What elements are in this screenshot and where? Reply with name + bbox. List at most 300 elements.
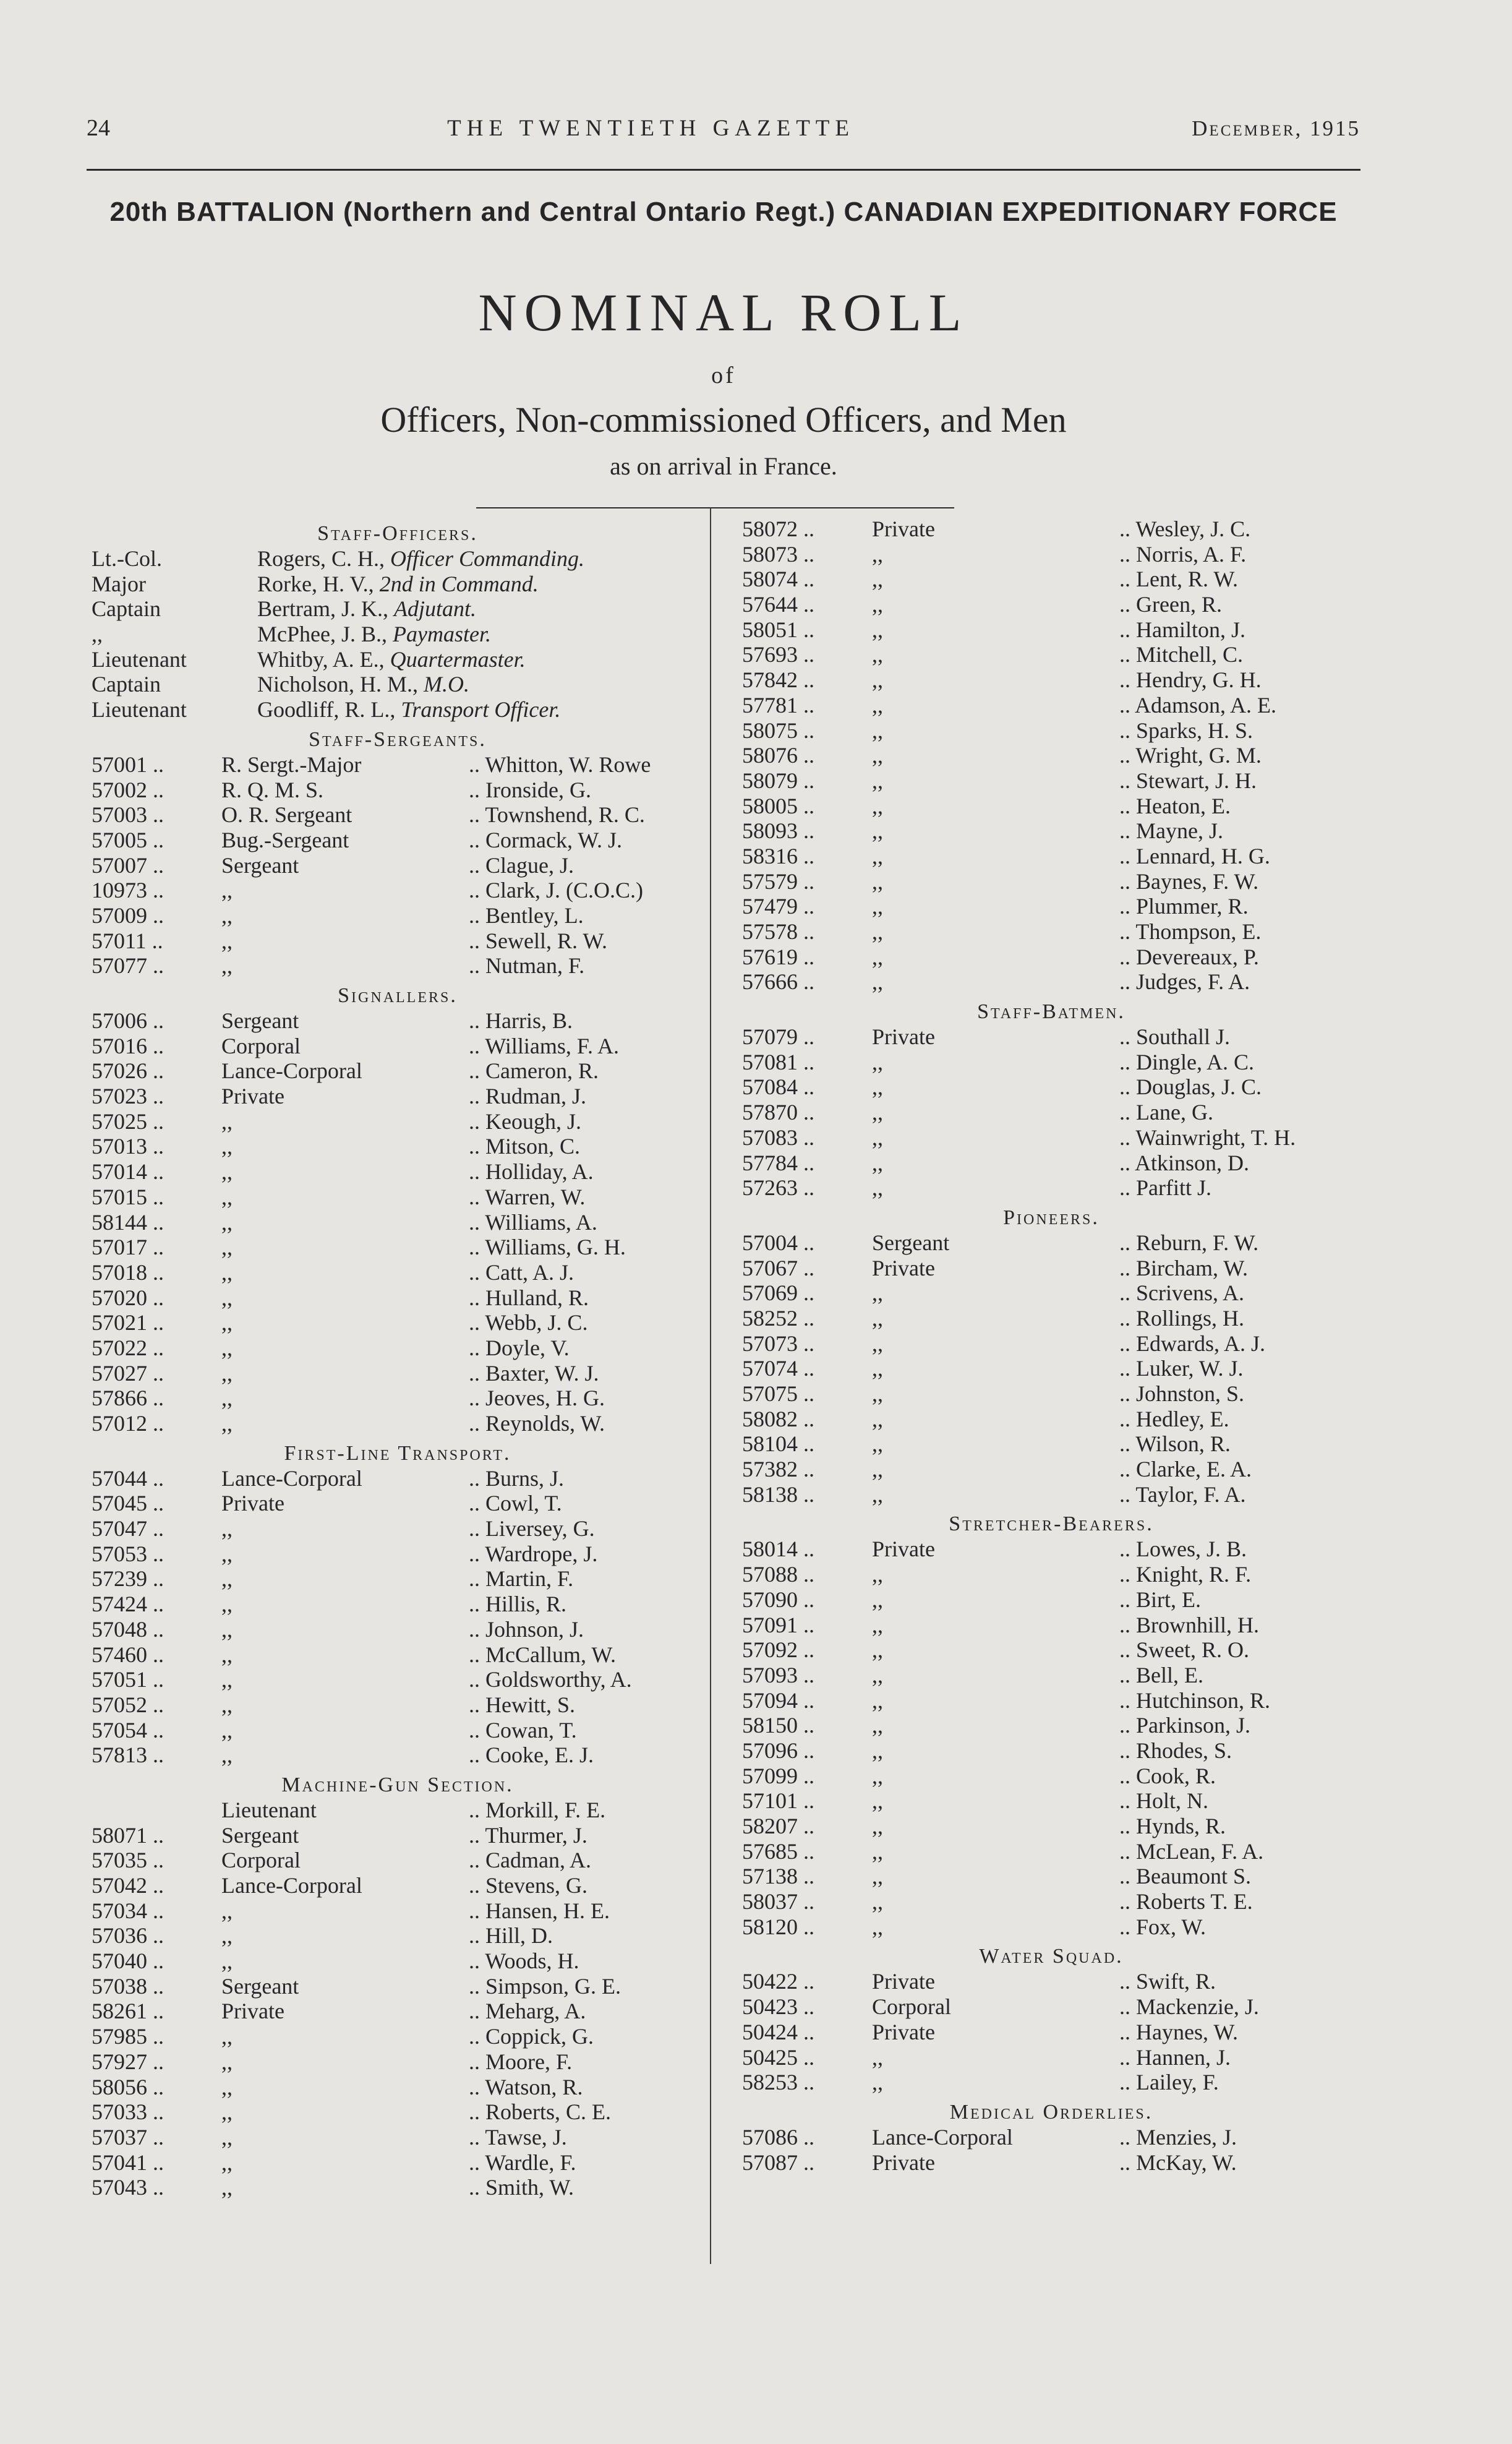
soldier-name: .. Southall J. bbox=[1119, 1024, 1231, 1050]
section-heading: Staff-Officers. bbox=[317, 522, 478, 545]
regimental-number: 50423 .. bbox=[742, 1994, 814, 2020]
officer-row bbox=[92, 697, 704, 722]
rank: ,, bbox=[872, 1457, 883, 1482]
soldier-name: .. Hynds, R. bbox=[1119, 1814, 1226, 1838]
regimental-number: 57099 .. bbox=[742, 1763, 814, 1788]
soldier-name: .. Tawse, J. bbox=[469, 2124, 567, 2150]
regimental-number: 58056 .. bbox=[92, 2074, 164, 2099]
section-heading: Water Squad. bbox=[979, 1945, 1124, 1968]
soldier-name: .. Devereaux, P. bbox=[1119, 944, 1259, 969]
soldier-name: .. Smith, W. bbox=[469, 2175, 574, 2200]
roll-row bbox=[92, 802, 704, 828]
roll-row bbox=[92, 1034, 704, 1059]
regimental-number: 57013 .. bbox=[92, 1134, 164, 1159]
regimental-number: 57081 .. bbox=[742, 1049, 814, 1074]
officer-name: Rogers, C. H., bbox=[257, 546, 390, 571]
rank: ,, bbox=[221, 1667, 233, 1692]
regimental-number: 57020 .. bbox=[92, 1285, 164, 1310]
rank: ,, bbox=[872, 1049, 883, 1074]
officer-row bbox=[92, 647, 704, 672]
soldier-name: .. Clarke, E. A. bbox=[1119, 1457, 1252, 1482]
soldier-name: .. Bircham, W. bbox=[1119, 1255, 1248, 1280]
soldier-name: .. Sweet, R. O. bbox=[1119, 1637, 1249, 1663]
rank: ,, bbox=[872, 919, 883, 944]
soldier-name: .. Reburn, F. W. bbox=[1119, 1230, 1259, 1255]
soldier-name: .. Douglas, J. C. bbox=[1119, 1074, 1262, 1100]
roll-row bbox=[92, 1823, 704, 1848]
regimental-number: 57018 .. bbox=[92, 1259, 164, 1285]
rank: Private bbox=[872, 1969, 935, 1994]
soldier-name: .. Jeoves, H. G. bbox=[469, 1386, 605, 1411]
rank: Private bbox=[872, 1024, 935, 1050]
regimental-number: 57842 .. bbox=[742, 667, 814, 693]
soldier-name: .. Judges, F. A. bbox=[1119, 969, 1250, 995]
regimental-number: 57011 .. bbox=[92, 928, 163, 953]
regimental-number: 58072 .. bbox=[742, 517, 814, 541]
rank: ,, bbox=[872, 1562, 883, 1587]
roll-row bbox=[742, 1230, 1360, 1256]
roll-row bbox=[92, 1692, 704, 1718]
rank: ,, bbox=[221, 2049, 233, 2074]
section-heading: Signallers. bbox=[338, 984, 458, 1007]
roll-row bbox=[742, 969, 1360, 995]
officer-rank: Lieutenant bbox=[92, 697, 187, 722]
roll-row bbox=[92, 1923, 704, 1949]
rank: ,, bbox=[872, 2044, 883, 2070]
roll-row bbox=[742, 1331, 1360, 1357]
rank: ,, bbox=[872, 1381, 883, 1406]
regimental-number: 57015 .. bbox=[92, 1184, 164, 1209]
rank: ,, bbox=[221, 928, 233, 953]
roll-row bbox=[92, 778, 704, 803]
right-column bbox=[742, 517, 1360, 2175]
rank: ,, bbox=[221, 1717, 233, 1743]
rank: ,, bbox=[872, 1612, 883, 1637]
soldier-name: .. Townshend, R. C. bbox=[469, 802, 645, 828]
regimental-number: 57022 .. bbox=[92, 1335, 164, 1360]
soldier-name: .. Johnson, J. bbox=[469, 1616, 584, 1642]
rank: ,, bbox=[872, 1175, 883, 1201]
regimental-number: 57479 .. bbox=[742, 894, 814, 919]
soldier-name: .. Menzies, J. bbox=[1119, 2124, 1237, 2150]
soldier-name: .. Lailey, F. bbox=[1119, 2070, 1219, 2095]
soldier-name: .. Williams, G. H. bbox=[469, 1235, 626, 1260]
regimental-number: 57074 .. bbox=[742, 1356, 814, 1381]
regimental-number: 58014 .. bbox=[742, 1537, 814, 1562]
rank: ,, bbox=[872, 1406, 883, 1431]
regimental-number: 50422 .. bbox=[742, 1969, 814, 1994]
soldier-name: .. Hannen, J. bbox=[1119, 2044, 1231, 2070]
regimental-number: 58051 .. bbox=[742, 617, 814, 642]
roll-row bbox=[742, 1839, 1360, 1864]
rank: ,, bbox=[872, 969, 883, 995]
roll-row bbox=[742, 1125, 1360, 1151]
regimental-number: 57094 .. bbox=[742, 1687, 814, 1713]
regimental-number: 58316 .. bbox=[742, 843, 814, 868]
rank: ,, bbox=[872, 1914, 883, 1939]
section-heading: First-Line Transport. bbox=[284, 1441, 511, 1465]
soldier-name: .. Dingle, A. C. bbox=[1119, 1049, 1255, 1074]
regimental-number: 58076 .. bbox=[742, 743, 814, 768]
officer-name-role bbox=[257, 622, 704, 647]
regimental-number: 57045 .. bbox=[92, 1491, 164, 1516]
rank: ,, bbox=[872, 567, 883, 592]
roll-row bbox=[92, 853, 704, 878]
regimental-number: 57866 .. bbox=[92, 1386, 164, 1411]
page-subtitle: Officers, Non-commissioned Officers, and Men bbox=[380, 400, 1067, 440]
roll-row bbox=[742, 1713, 1360, 1738]
roll-row bbox=[92, 903, 704, 928]
regimental-number: 57138 .. bbox=[742, 1864, 814, 1889]
rank: ,, bbox=[221, 1566, 233, 1592]
regimental-number: 57644 .. bbox=[742, 592, 814, 617]
rank: Corporal bbox=[872, 1994, 951, 2020]
rank: ,, bbox=[221, 1386, 233, 1411]
soldier-name: .. Hendry, G. H. bbox=[1119, 667, 1262, 693]
regimental-number: 57005 .. bbox=[92, 827, 164, 852]
soldier-name: .. Wainwright, T. H. bbox=[1119, 1125, 1296, 1150]
rank: ,, bbox=[221, 1743, 233, 1768]
rank: ,, bbox=[872, 1150, 883, 1175]
rank: Lieutenant bbox=[221, 1797, 317, 1822]
regimental-number: 57086 .. bbox=[742, 2124, 814, 2150]
roll-row bbox=[742, 1637, 1360, 1663]
soldier-name: .. Haynes, W. bbox=[1119, 2019, 1238, 2044]
soldier-name: .. Rhodes, S. bbox=[1119, 1738, 1232, 1763]
rank: ,, bbox=[872, 1074, 883, 1100]
rank: ,, bbox=[872, 617, 883, 642]
battalion-heading: 20th BATTALION (Northern and Central Ontario Regt.) CANADIAN EXPEDITIONARY FORCE bbox=[109, 197, 1338, 227]
roll-row bbox=[742, 1100, 1360, 1125]
regimental-number: 57038 .. bbox=[92, 1973, 164, 1999]
rank: ,, bbox=[872, 718, 883, 743]
regimental-number: 58075 .. bbox=[742, 718, 814, 743]
soldier-name: .. Hutchinson, R. bbox=[1119, 1687, 1271, 1713]
roll-row bbox=[742, 2020, 1360, 2045]
regimental-number: 57036 .. bbox=[92, 1923, 164, 1949]
regimental-number: 57017 .. bbox=[92, 1235, 164, 1260]
roll-row bbox=[92, 1516, 704, 1541]
roll-row bbox=[742, 1074, 1360, 1100]
roll-row bbox=[742, 567, 1360, 592]
roll-row bbox=[742, 718, 1360, 744]
rank: Private bbox=[221, 1491, 284, 1516]
gazette-title: THE TWENTIETH GAZETTE bbox=[447, 116, 855, 141]
soldier-name: .. Stewart, J. H. bbox=[1119, 768, 1257, 793]
officer-name: McPhee, J. B., bbox=[257, 622, 393, 647]
rank: ,, bbox=[872, 743, 883, 768]
regimental-number: 57781 .. bbox=[742, 692, 814, 718]
roll-row bbox=[742, 1407, 1360, 1432]
roll-row bbox=[742, 743, 1360, 768]
regimental-number: 57424 .. bbox=[92, 1592, 164, 1617]
roll-row bbox=[92, 1210, 704, 1235]
soldier-name: .. Liversey, G. bbox=[469, 1516, 595, 1541]
soldier-name: .. Green, R. bbox=[1119, 592, 1222, 617]
soldier-name: .. Doyle, V. bbox=[469, 1335, 570, 1360]
regimental-number: 57002 .. bbox=[92, 777, 164, 802]
rank: Lance-Corporal bbox=[872, 2124, 1013, 2150]
regimental-number: 57016 .. bbox=[92, 1033, 164, 1058]
soldier-name: .. Roberts, C. E. bbox=[469, 2099, 611, 2125]
roll-row bbox=[742, 1151, 1360, 1176]
officer-row bbox=[92, 596, 704, 622]
roll-row bbox=[92, 1159, 704, 1185]
rank: ,, bbox=[221, 2024, 233, 2049]
rank: ,, bbox=[872, 894, 883, 919]
soldier-name: .. Swift, R. bbox=[1119, 1969, 1216, 1994]
rank: ,, bbox=[872, 1125, 883, 1150]
roll-row bbox=[92, 1134, 704, 1159]
roll-row bbox=[742, 2070, 1360, 2095]
rank: Sergeant bbox=[221, 1008, 299, 1033]
rank: ,, bbox=[221, 1209, 233, 1235]
right-short-rule bbox=[710, 507, 954, 508]
roll-row bbox=[92, 1185, 704, 1210]
regimental-number: 57083 .. bbox=[742, 1125, 814, 1150]
regimental-number: 57004 .. bbox=[742, 1230, 814, 1255]
officer-name-role bbox=[257, 647, 704, 672]
officer-name: Goodliff, R. L., bbox=[257, 697, 401, 722]
regimental-number: 57619 .. bbox=[742, 944, 814, 969]
soldier-name: .. Morkill, F. E. bbox=[469, 1797, 606, 1822]
roll-row bbox=[92, 1974, 704, 1999]
rank: ,, bbox=[221, 953, 233, 979]
soldier-name: .. Meharg, A. bbox=[469, 1999, 586, 2024]
page-title: NOMINAL ROLL bbox=[478, 283, 969, 342]
soldier-name: .. Baynes, F. W. bbox=[1119, 868, 1259, 894]
soldier-name: .. Mayne, J. bbox=[1119, 818, 1223, 844]
regimental-number: 58261 .. bbox=[92, 1999, 164, 2024]
rank: ,, bbox=[872, 1331, 883, 1356]
soldier-name: .. Atkinson, D. bbox=[1119, 1150, 1250, 1175]
soldier-name: .. Keough, J. bbox=[469, 1108, 581, 1134]
rank: Private bbox=[872, 2150, 935, 2175]
roll-row bbox=[92, 828, 704, 853]
regimental-number: 57027 .. bbox=[92, 1360, 164, 1386]
roll-row bbox=[92, 928, 704, 954]
rank: Bug.-Sergeant bbox=[221, 827, 349, 852]
regimental-number: 57014 .. bbox=[92, 1159, 164, 1185]
soldier-name: .. McCallum, W. bbox=[469, 1642, 617, 1667]
roll-row bbox=[742, 1482, 1360, 1507]
roll-row bbox=[742, 1175, 1360, 1201]
rank: ,, bbox=[872, 1305, 883, 1331]
soldier-name: .. Wesley, J. C. bbox=[1119, 517, 1251, 541]
regimental-number: 57075 .. bbox=[742, 1381, 814, 1406]
roll-row bbox=[92, 1743, 704, 1768]
roll-row bbox=[92, 1592, 704, 1617]
roll-row bbox=[92, 1310, 704, 1336]
roll-row bbox=[742, 1256, 1360, 1281]
roll-row bbox=[92, 1667, 704, 1692]
regimental-number: 57069 .. bbox=[742, 1280, 814, 1306]
regimental-number: 57091 .. bbox=[742, 1612, 814, 1637]
soldier-name: .. Clark, J. (C.O.C.) bbox=[469, 878, 643, 903]
rank: ,, bbox=[221, 1616, 233, 1642]
roll-row bbox=[92, 1566, 704, 1592]
rank: Lance-Corporal bbox=[221, 1465, 362, 1491]
soldier-name: .. Martin, F. bbox=[469, 1566, 574, 1592]
roll-row bbox=[742, 617, 1360, 643]
soldier-name: .. Holt, N. bbox=[1119, 1788, 1208, 1814]
roll-row bbox=[92, 2049, 704, 2075]
regimental-number: 50425 .. bbox=[742, 2044, 814, 2070]
roll-row bbox=[92, 1541, 704, 1567]
officer-role: Officer Commanding. bbox=[390, 546, 584, 571]
soldier-name: .. Goldsworthy, A. bbox=[469, 1667, 632, 1692]
soldier-name: .. Rollings, H. bbox=[1119, 1305, 1245, 1331]
roll-row bbox=[92, 2099, 704, 2125]
roll-row bbox=[742, 1914, 1360, 1940]
regimental-number: 57090 .. bbox=[742, 1587, 814, 1612]
rank: ,, bbox=[221, 1642, 233, 1667]
roll-row bbox=[742, 794, 1360, 819]
roll-row bbox=[92, 1361, 704, 1386]
roll-row bbox=[92, 1898, 704, 1924]
rank: ,, bbox=[872, 1738, 883, 1763]
regimental-number: 58037 .. bbox=[742, 1889, 814, 1914]
soldier-name: .. Reynolds, W. bbox=[469, 1411, 605, 1436]
rank: ,, bbox=[872, 1280, 883, 1306]
regimental-number: 57685 .. bbox=[742, 1838, 814, 1864]
soldier-name: .. Hewitt, S. bbox=[469, 1692, 576, 1717]
roll-row bbox=[742, 1306, 1360, 1331]
rank: ,, bbox=[221, 1592, 233, 1617]
soldier-name: .. Thompson, E. bbox=[1119, 919, 1262, 944]
regimental-number: 57023 .. bbox=[92, 1084, 164, 1109]
soldier-name: .. Birt, E. bbox=[1119, 1587, 1201, 1612]
regimental-number: 57870 .. bbox=[742, 1100, 814, 1125]
rank: ,, bbox=[221, 878, 233, 903]
soldier-name: .. Williams, F. A. bbox=[469, 1033, 620, 1058]
soldier-name: .. Norris, A. F. bbox=[1119, 541, 1247, 567]
soldier-name: .. Lent, R. W. bbox=[1119, 567, 1239, 592]
rank: ,, bbox=[872, 1481, 883, 1507]
regimental-number: 57021 .. bbox=[92, 1310, 164, 1336]
officer-rank: Captain bbox=[92, 672, 161, 697]
rank: Corporal bbox=[221, 1033, 301, 1058]
regimental-number: 58104 .. bbox=[742, 1431, 814, 1457]
left-column bbox=[92, 517, 704, 2200]
regimental-number: 58120 .. bbox=[742, 1914, 814, 1939]
soldier-name: .. Knight, R. F. bbox=[1119, 1562, 1252, 1587]
officer-role: Quartermaster. bbox=[390, 646, 526, 672]
soldier-name: .. Hillis, R. bbox=[469, 1592, 567, 1617]
soldier-name: .. Parfitt J. bbox=[1119, 1175, 1211, 1201]
rank: ,, bbox=[872, 1587, 883, 1612]
rank: ,, bbox=[872, 2070, 883, 2095]
regimental-number: 57035 .. bbox=[92, 1848, 164, 1873]
soldier-name: .. Adamson, A. E. bbox=[1119, 692, 1277, 718]
header-rule bbox=[87, 169, 1360, 171]
soldier-name: .. Woods, H. bbox=[469, 1949, 579, 1974]
rank: Sergeant bbox=[221, 1822, 299, 1848]
regimental-number: 50424 .. bbox=[742, 2019, 814, 2044]
regimental-number: 57784 .. bbox=[742, 1150, 814, 1175]
regimental-number: 58150 .. bbox=[742, 1713, 814, 1738]
roll-row bbox=[742, 1050, 1360, 1075]
rank: ,, bbox=[221, 1159, 233, 1185]
rank: Private bbox=[872, 1255, 935, 1280]
rank: ,, bbox=[872, 1431, 883, 1457]
soldier-name: .. Lowes, J. B. bbox=[1119, 1537, 1247, 1562]
officer-role: 2nd in Command. bbox=[379, 571, 539, 596]
rank: ,, bbox=[872, 541, 883, 567]
roll-row bbox=[742, 1587, 1360, 1613]
rank: ,, bbox=[221, 1923, 233, 1949]
rank: ,, bbox=[221, 1285, 233, 1310]
regimental-number: 57067 .. bbox=[742, 1255, 814, 1280]
regimental-number: 57042 .. bbox=[92, 1873, 164, 1898]
page-number: 24 bbox=[87, 115, 110, 141]
officer-role: Paymaster. bbox=[393, 622, 491, 647]
rank: ,, bbox=[872, 642, 883, 667]
rank: ,, bbox=[221, 903, 233, 928]
soldier-name: .. Hedley, E. bbox=[1119, 1406, 1229, 1431]
rank: Sergeant bbox=[221, 1973, 299, 1999]
roll-row bbox=[742, 1788, 1360, 1814]
roll-row bbox=[742, 1431, 1360, 1457]
roll-row bbox=[92, 1386, 704, 1411]
roll-row bbox=[742, 844, 1360, 869]
roll-row bbox=[92, 1466, 704, 1491]
regimental-number: 57040 .. bbox=[92, 1949, 164, 1974]
roll-row bbox=[742, 1562, 1360, 1587]
roll-row bbox=[742, 2125, 1360, 2150]
rank: ,, bbox=[221, 2124, 233, 2150]
regimental-number: 57101 .. bbox=[742, 1788, 814, 1814]
regimental-number: 57079 .. bbox=[742, 1024, 814, 1050]
roll-row bbox=[742, 642, 1360, 667]
officer-name-role bbox=[257, 596, 704, 622]
rank: ,, bbox=[221, 1134, 233, 1159]
roll-row bbox=[92, 2175, 704, 2200]
rank: ,, bbox=[872, 1356, 883, 1381]
regimental-number: 57006 .. bbox=[92, 1008, 164, 1033]
officer-name: Nicholson, H. M., bbox=[257, 672, 424, 697]
section-heading: Pioneers. bbox=[1003, 1206, 1100, 1229]
soldier-name: .. Heaton, E. bbox=[1119, 793, 1231, 818]
soldier-name: .. Mitson, C. bbox=[469, 1134, 581, 1159]
soldier-name: .. Plummer, R. bbox=[1119, 894, 1249, 919]
roll-row bbox=[92, 1642, 704, 1668]
rank: ,, bbox=[872, 868, 883, 894]
regimental-number: 57034 .. bbox=[92, 1898, 164, 1923]
rank: Corporal bbox=[221, 1848, 301, 1873]
officer-rank: Major bbox=[92, 571, 146, 596]
rank: O. R. Sergeant bbox=[221, 802, 352, 828]
soldier-name: .. Edwards, A. J. bbox=[1119, 1331, 1265, 1356]
regimental-number: 57053 .. bbox=[92, 1541, 164, 1566]
roll-row bbox=[92, 1718, 704, 1743]
soldier-name: .. Mitchell, C. bbox=[1119, 642, 1243, 667]
regimental-number: 57087 .. bbox=[742, 2150, 814, 2175]
rank: ,, bbox=[872, 1662, 883, 1687]
roll-row bbox=[92, 1109, 704, 1134]
rank: ,, bbox=[872, 1788, 883, 1814]
regimental-number: 57096 .. bbox=[742, 1738, 814, 1763]
roll-row bbox=[92, 2150, 704, 2176]
soldier-name: .. Beaumont S. bbox=[1119, 1864, 1251, 1889]
rank: ,, bbox=[221, 1692, 233, 1717]
officer-rank: Captain bbox=[92, 596, 161, 622]
page-header bbox=[87, 114, 1360, 142]
regimental-number: 57382 .. bbox=[742, 1457, 814, 1482]
left-short-rule bbox=[476, 507, 710, 508]
roll-row bbox=[742, 945, 1360, 970]
regimental-number: 58093 .. bbox=[742, 818, 814, 844]
